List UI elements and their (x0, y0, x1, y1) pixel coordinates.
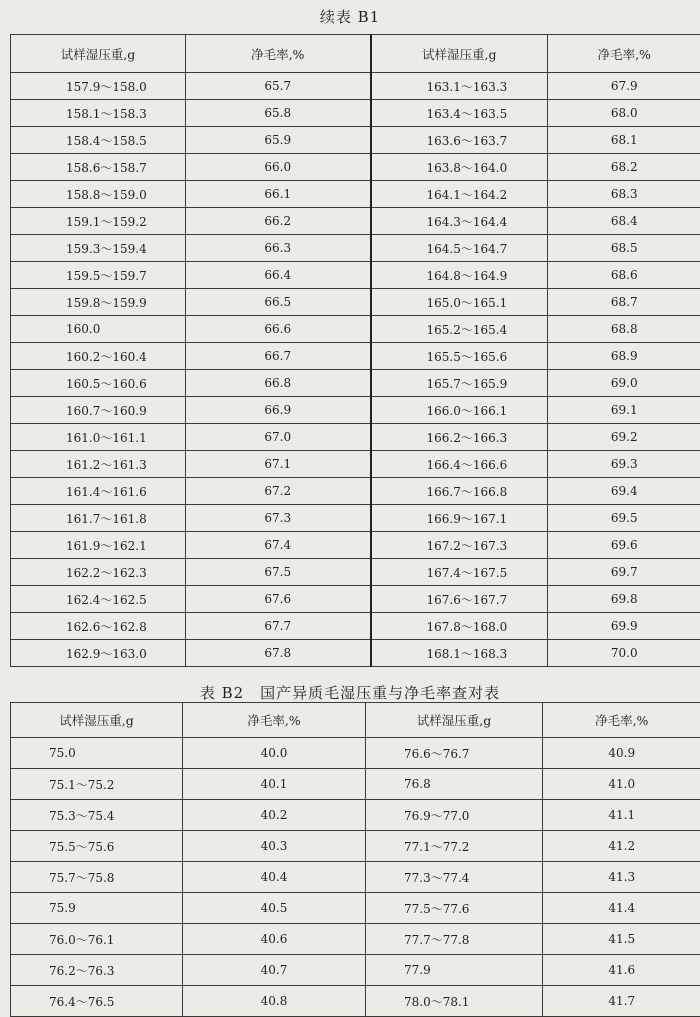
rate-cell: 68.3 (548, 181, 700, 208)
rate-cell: 69.6 (548, 532, 700, 559)
weight-cell: 76.0～76.1 (11, 924, 183, 955)
table-row (11, 397, 700, 424)
rate-cell: 66.0 (186, 154, 371, 181)
weight-cell: 160.7～160.9 (11, 397, 186, 424)
rate-cell: 66.7 (186, 343, 371, 370)
weight-cell: 165.2～165.4 (371, 316, 548, 343)
rate-cell: 67.8 (186, 640, 371, 667)
rate-cell: 41.0 (543, 769, 700, 800)
weight-cell: 160.5～160.6 (11, 370, 186, 397)
rate-cell: 69.1 (548, 397, 700, 424)
rate-cell: 67.0 (186, 424, 371, 451)
weight-cell: 77.1～77.2 (366, 831, 543, 862)
weight-cell: 166.2～166.3 (371, 424, 548, 451)
weight-cell: 75.7～75.8 (11, 862, 183, 893)
rate-cell: 67.2 (186, 478, 371, 505)
rate-cell: 68.7 (548, 289, 700, 316)
weight-cell: 166.4～166.6 (371, 451, 548, 478)
rate-cell: 69.8 (548, 586, 700, 613)
rate-cell: 69.9 (548, 613, 700, 640)
weight-cell: 165.5～165.6 (371, 343, 548, 370)
weight-cell: 163.4～163.5 (371, 100, 548, 127)
table-b1 (10, 34, 700, 667)
weight-cell: 76.6～76.7 (366, 738, 543, 769)
rate-cell: 70.0 (548, 640, 700, 667)
weight-cell: 158.6～158.7 (11, 154, 186, 181)
table-row (11, 893, 700, 924)
weight-cell: 166.0～166.1 (371, 397, 548, 424)
table-row (11, 924, 700, 955)
rate-cell: 40.9 (543, 738, 700, 769)
table-row (11, 343, 700, 370)
table-row (11, 370, 700, 397)
rate-cell: 69.3 (548, 451, 700, 478)
weight-cell: 162.6～162.8 (11, 613, 186, 640)
rate-cell: 68.8 (548, 316, 700, 343)
header-rate-left: 净毛率,% (183, 703, 366, 738)
weight-cell: 166.7～166.8 (371, 478, 548, 505)
weight-cell: 77.9 (366, 955, 543, 986)
rate-cell: 68.0 (548, 100, 700, 127)
weight-cell: 163.8～164.0 (371, 154, 548, 181)
weight-cell: 161.0～161.1 (11, 424, 186, 451)
rate-cell: 67.5 (186, 559, 371, 586)
rate-cell: 40.6 (183, 924, 366, 955)
weight-cell: 159.1～159.2 (11, 208, 186, 235)
table-row (11, 73, 700, 100)
table-row (11, 262, 700, 289)
table-row (11, 478, 700, 505)
table-b2 (10, 702, 700, 1017)
weight-cell: 167.2～167.3 (371, 532, 548, 559)
weight-cell: 162.9～163.0 (11, 640, 186, 667)
table-row (11, 831, 700, 862)
rate-cell: 66.4 (186, 262, 371, 289)
table-row (11, 505, 700, 532)
table-row (11, 235, 700, 262)
weight-cell: 158.4～158.5 (11, 127, 186, 154)
rate-cell: 40.7 (183, 955, 366, 986)
table-row (11, 127, 700, 154)
rate-cell: 69.7 (548, 559, 700, 586)
rate-cell: 66.6 (186, 316, 371, 343)
rate-cell: 68.6 (548, 262, 700, 289)
table-row (11, 181, 700, 208)
rate-cell: 67.9 (548, 73, 700, 100)
rate-cell: 40.3 (183, 831, 366, 862)
table-row (11, 769, 700, 800)
rate-cell: 66.1 (186, 181, 371, 208)
rate-cell: 40.2 (183, 800, 366, 831)
weight-cell: 164.5～164.7 (371, 235, 548, 262)
weight-cell: 75.5～75.6 (11, 831, 183, 862)
weight-cell: 164.8～164.9 (371, 262, 548, 289)
table-row (11, 451, 700, 478)
weight-cell: 166.9～167.1 (371, 505, 548, 532)
table-row (11, 289, 700, 316)
rate-cell: 40.8 (183, 986, 366, 1017)
rate-cell: 66.5 (186, 289, 371, 316)
weight-cell: 160.2～160.4 (11, 343, 186, 370)
weight-cell: 161.9～162.1 (11, 532, 186, 559)
header-weight-left: 试样湿压重,g (11, 35, 186, 73)
rate-cell: 66.9 (186, 397, 371, 424)
rate-cell: 68.1 (548, 127, 700, 154)
weight-cell: 161.7～161.8 (11, 505, 186, 532)
table-row (11, 100, 700, 127)
rate-cell: 65.8 (186, 100, 371, 127)
table-row (11, 738, 700, 769)
rate-cell: 65.7 (186, 73, 371, 100)
weight-cell: 168.1～168.3 (371, 640, 548, 667)
table-row (11, 559, 700, 586)
weight-cell: 159.5～159.7 (11, 262, 186, 289)
header-rate-left: 净毛率,% (186, 35, 371, 73)
table-b2-title: 表 B2 国产异质毛湿压重与净毛率查对表 (0, 682, 700, 703)
weight-cell: 78.0～78.1 (366, 986, 543, 1017)
rate-cell: 41.4 (543, 893, 700, 924)
header-rate-right: 净毛率,% (548, 35, 700, 73)
rate-cell: 66.3 (186, 235, 371, 262)
weight-cell: 158.8～159.0 (11, 181, 186, 208)
weight-cell: 77.5～77.6 (366, 893, 543, 924)
rate-cell: 40.5 (183, 893, 366, 924)
rate-cell: 41.7 (543, 986, 700, 1017)
weight-cell: 162.4～162.5 (11, 586, 186, 613)
rate-cell: 40.4 (183, 862, 366, 893)
table-b1-title: 续表 B1 (0, 6, 700, 27)
weight-cell: 158.1～158.3 (11, 100, 186, 127)
rate-cell: 67.6 (186, 586, 371, 613)
header-weight-right: 试样湿压重,g (366, 703, 543, 738)
weight-cell: 75.9 (11, 893, 183, 924)
rate-cell: 67.3 (186, 505, 371, 532)
weight-cell: 165.7～165.9 (371, 370, 548, 397)
weight-cell: 164.1～164.2 (371, 181, 548, 208)
table-row (11, 986, 700, 1017)
rate-cell: 69.0 (548, 370, 700, 397)
weight-cell: 167.4～167.5 (371, 559, 548, 586)
table-row (11, 955, 700, 986)
rate-cell: 68.4 (548, 208, 700, 235)
table-row (11, 640, 700, 667)
weight-cell: 76.2～76.3 (11, 955, 183, 986)
weight-cell: 161.4～161.6 (11, 478, 186, 505)
weight-cell: 165.0～165.1 (371, 289, 548, 316)
header-rate-right: 净毛率,% (543, 703, 700, 738)
table-row (11, 586, 700, 613)
rate-cell: 67.1 (186, 451, 371, 478)
rate-cell: 41.3 (543, 862, 700, 893)
weight-cell: 167.8～168.0 (371, 613, 548, 640)
rate-cell: 41.5 (543, 924, 700, 955)
rate-cell: 41.6 (543, 955, 700, 986)
rate-cell: 65.9 (186, 127, 371, 154)
weight-cell: 75.3～75.4 (11, 800, 183, 831)
table-row (11, 613, 700, 640)
rate-cell: 67.7 (186, 613, 371, 640)
table-row (11, 316, 700, 343)
weight-cell: 161.2～161.3 (11, 451, 186, 478)
weight-cell: 77.7～77.8 (366, 924, 543, 955)
rate-cell: 66.2 (186, 208, 371, 235)
rate-cell: 69.2 (548, 424, 700, 451)
rate-cell: 68.9 (548, 343, 700, 370)
rate-cell: 40.0 (183, 738, 366, 769)
table-row (11, 532, 700, 559)
table-row (11, 154, 700, 181)
weight-cell: 75.1～75.2 (11, 769, 183, 800)
table-header-row (11, 703, 700, 738)
weight-cell: 162.2～162.3 (11, 559, 186, 586)
weight-cell: 76.8 (366, 769, 543, 800)
rate-cell: 41.2 (543, 831, 700, 862)
table-row (11, 208, 700, 235)
weight-cell: 157.9～158.0 (11, 73, 186, 100)
rate-cell: 68.5 (548, 235, 700, 262)
weight-cell: 77.3～77.4 (366, 862, 543, 893)
table-header-row (11, 35, 700, 73)
header-weight-left: 试样湿压重,g (11, 703, 183, 738)
table-row (11, 862, 700, 893)
rate-cell: 40.1 (183, 769, 366, 800)
rate-cell: 68.2 (548, 154, 700, 181)
weight-cell: 76.4～76.5 (11, 986, 183, 1017)
weight-cell: 163.6～163.7 (371, 127, 548, 154)
weight-cell: 160.0 (11, 316, 186, 343)
weight-cell: 167.6～167.7 (371, 586, 548, 613)
weight-cell: 75.0 (11, 738, 183, 769)
weight-cell: 159.8～159.9 (11, 289, 186, 316)
rate-cell: 69.4 (548, 478, 700, 505)
rate-cell: 66.8 (186, 370, 371, 397)
rate-cell: 67.4 (186, 532, 371, 559)
weight-cell: 159.3～159.4 (11, 235, 186, 262)
rate-cell: 69.5 (548, 505, 700, 532)
weight-cell: 76.9～77.0 (366, 800, 543, 831)
weight-cell: 163.1～163.3 (371, 73, 548, 100)
weight-cell: 164.3～164.4 (371, 208, 548, 235)
table-row (11, 800, 700, 831)
header-weight-right: 试样湿压重,g (371, 35, 548, 73)
table-row (11, 424, 700, 451)
rate-cell: 41.1 (543, 800, 700, 831)
